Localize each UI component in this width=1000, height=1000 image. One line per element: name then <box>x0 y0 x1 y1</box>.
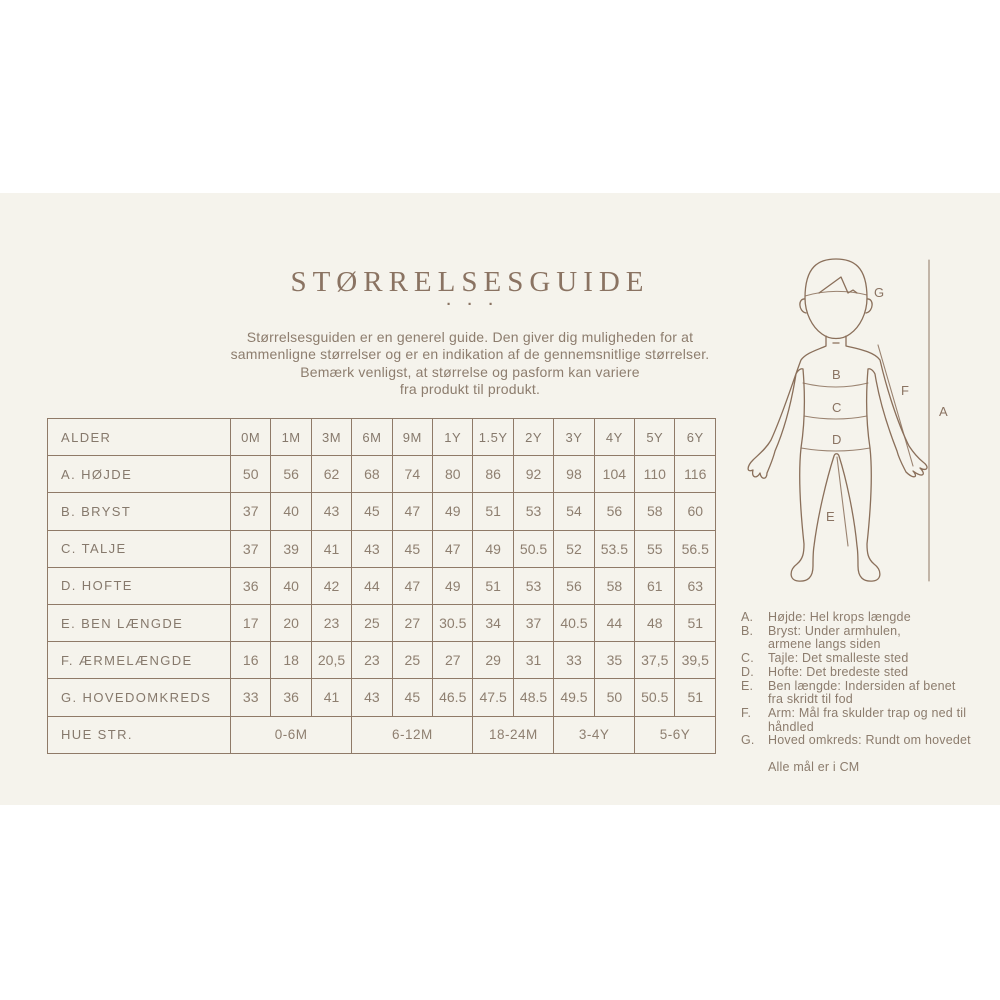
cell-value: 53 <box>513 493 553 530</box>
table-column-header: 9M <box>392 419 432 456</box>
cell-value: 35 <box>594 642 634 679</box>
cell-value: 56.5 <box>675 530 716 567</box>
legend-letter: D. <box>741 664 754 679</box>
legend-text <box>768 707 981 734</box>
hip-band-line <box>801 448 870 451</box>
cell-value: 30.5 <box>433 604 473 641</box>
cell-value: 36 <box>231 567 271 604</box>
table-row <box>48 642 716 679</box>
legend-text <box>768 625 981 652</box>
table-row <box>48 530 716 567</box>
cell-value: 40 <box>271 493 311 530</box>
cell-value: 16 <box>231 642 271 679</box>
table-column-header: 3M <box>311 419 351 456</box>
legend-text-line: armene langs siden <box>768 637 881 652</box>
legend-item <box>741 680 981 707</box>
cell-value: 51 <box>473 567 513 604</box>
measurement-legend <box>741 611 981 748</box>
intro-paragraph <box>170 329 770 399</box>
table-column-header: 3Y <box>554 419 594 456</box>
footer-group-value: 0-6M <box>231 716 352 753</box>
table-column-header: 2Y <box>513 419 553 456</box>
cell-value: 45 <box>392 530 432 567</box>
cell-value: 53 <box>513 567 553 604</box>
cell-value: 68 <box>352 456 392 493</box>
cell-value: 98 <box>554 456 594 493</box>
legend-item <box>741 734 981 748</box>
row-label: C. TALJE <box>48 530 231 567</box>
cell-value: 37 <box>231 493 271 530</box>
cell-value: 25 <box>352 604 392 641</box>
cell-value: 49 <box>433 567 473 604</box>
cell-value: 40 <box>271 567 311 604</box>
legend-text-line: fra skridt til fod <box>768 692 853 707</box>
waist-band-line <box>804 416 867 419</box>
figure-label-e: E <box>826 509 836 524</box>
cell-value: 48.5 <box>513 679 553 716</box>
size-table <box>47 418 716 754</box>
cell-value: 50.5 <box>513 530 553 567</box>
figure-label-f: F <box>901 383 910 398</box>
table-row <box>48 567 716 604</box>
cell-value: 45 <box>392 679 432 716</box>
intro-line: Bemærk venligst, at størrelse og pasform kan variere <box>300 363 640 380</box>
cell-value: 61 <box>635 567 675 604</box>
cell-value: 39 <box>271 530 311 567</box>
cell-value: 43 <box>352 530 392 567</box>
row-label: E. BEN LÆNGDE <box>48 604 231 641</box>
cell-value: 60 <box>675 493 716 530</box>
head-outline <box>805 259 867 339</box>
cell-value: 34 <box>473 604 513 641</box>
cell-value: 17 <box>231 604 271 641</box>
legend-text <box>768 652 981 666</box>
cell-value: 51 <box>675 604 716 641</box>
cell-value: 23 <box>352 642 392 679</box>
cell-value: 110 <box>635 456 675 493</box>
cell-value: 49 <box>433 493 473 530</box>
cell-value: 47 <box>433 530 473 567</box>
cell-value: 40.5 <box>554 604 594 641</box>
cell-value: 51 <box>473 493 513 530</box>
title-divider-dots: ··· <box>446 296 510 313</box>
cell-value: 63 <box>675 567 716 604</box>
cell-value: 20,5 <box>311 642 351 679</box>
cell-value: 56 <box>271 456 311 493</box>
cell-value: 47 <box>392 493 432 530</box>
head-circumference-line <box>805 291 867 296</box>
cell-value: 46.5 <box>433 679 473 716</box>
legend-item <box>741 611 981 625</box>
table-column-header: 5Y <box>635 419 675 456</box>
table-column-header: 1M <box>271 419 311 456</box>
cell-value: 41 <box>311 679 351 716</box>
cell-value: 116 <box>675 456 716 493</box>
legend-letter: C. <box>741 651 754 666</box>
units-note: Alle mål er i CM <box>768 760 860 774</box>
cell-value: 47.5 <box>473 679 513 716</box>
legend-text-line: Hoved omkreds: Rundt om hovedet <box>768 733 971 748</box>
leg-length-line <box>837 457 848 546</box>
legend-text-line: Ben længde: Indersiden af benet <box>768 678 956 693</box>
footer-group-value: 6-12M <box>352 716 473 753</box>
cell-value: 45 <box>352 493 392 530</box>
legend-text <box>768 734 981 748</box>
cell-value: 53.5 <box>594 530 634 567</box>
legend-text-line: Tajle: Det smalleste sted <box>768 651 909 666</box>
figure-label-a: A <box>939 404 949 419</box>
page-title: STØRRELSESGUIDE <box>290 266 650 299</box>
table-column-header: 6M <box>352 419 392 456</box>
footer-group-value: 18-24M <box>473 716 554 753</box>
legend-letter: A. <box>741 610 754 624</box>
table-column-header: 4Y <box>594 419 634 456</box>
cell-value: 51 <box>675 679 716 716</box>
cell-value: 49.5 <box>554 679 594 716</box>
cell-value: 37 <box>231 530 271 567</box>
legend-text <box>768 666 981 680</box>
cell-value: 41 <box>311 530 351 567</box>
cell-value: 43 <box>311 493 351 530</box>
cell-value: 43 <box>352 679 392 716</box>
cell-value: 20 <box>271 604 311 641</box>
table-header-row <box>48 419 716 456</box>
cell-value: 56 <box>554 567 594 604</box>
legend-letter: E. <box>741 678 754 693</box>
hair-fringe <box>819 277 857 293</box>
table-column-header: 0M <box>231 419 271 456</box>
row-label: F. ÆRMELÆNGDE <box>48 642 231 679</box>
cell-value: 62 <box>311 456 351 493</box>
table-row <box>48 493 716 530</box>
table-row <box>48 604 716 641</box>
cell-value: 36 <box>271 679 311 716</box>
cell-value: 56 <box>594 493 634 530</box>
cell-value: 50 <box>231 456 271 493</box>
row-label: B. BRYST <box>48 493 231 530</box>
cell-value: 33 <box>554 642 594 679</box>
legend-text-line: Bryst: Under armhulen, <box>768 623 901 638</box>
cell-value: 52 <box>554 530 594 567</box>
footer-label: HUE STR. <box>48 716 231 753</box>
cell-value: 50.5 <box>635 679 675 716</box>
footer-group-value: 5-6Y <box>635 716 716 753</box>
cell-value: 31 <box>513 642 553 679</box>
cell-value: 92 <box>513 456 553 493</box>
cell-value: 58 <box>635 493 675 530</box>
legend-text <box>768 680 981 707</box>
legend-text-line: Højde: Hel krops længde <box>768 610 911 624</box>
cell-value: 44 <box>594 604 634 641</box>
row-label: G. HOVEDOMKREDS <box>48 679 231 716</box>
legend-item <box>741 652 981 666</box>
legend-text <box>768 611 981 625</box>
table-row <box>48 456 716 493</box>
table-column-header: 1Y <box>433 419 473 456</box>
cell-value: 55 <box>635 530 675 567</box>
cell-value: 18 <box>271 642 311 679</box>
cell-value: 29 <box>473 642 513 679</box>
cell-value: 50 <box>594 679 634 716</box>
cell-value: 74 <box>392 456 432 493</box>
intro-line: sammenligne størrelser og er en indikation af de gennemsnitlige størrelser. <box>230 346 710 363</box>
figure-label-d: D <box>832 432 842 447</box>
cell-value: 33 <box>231 679 271 716</box>
cell-value: 37 <box>513 604 553 641</box>
intro-line: fra produkt til produkt. <box>399 381 541 398</box>
legend-item <box>741 707 981 734</box>
cell-value: 54 <box>554 493 594 530</box>
cell-value: 48 <box>635 604 675 641</box>
cell-value: 27 <box>433 642 473 679</box>
chest-band-line <box>803 383 868 387</box>
figure-label-c: C <box>832 400 842 415</box>
intro-line: Størrelsesguiden er en generel guide. Den giver dig muligheden for at <box>246 329 694 345</box>
cell-value: 37,5 <box>635 642 675 679</box>
cell-value: 80 <box>433 456 473 493</box>
cell-value: 39,5 <box>675 642 716 679</box>
legend-letter: B. <box>741 623 754 638</box>
table-column-header: 1.5Y <box>473 419 513 456</box>
figure-label-g: G <box>874 285 885 300</box>
legend-item <box>741 625 981 652</box>
child-body-diagram <box>745 250 960 590</box>
legend-text-line: Arm: Mål fra skulder trap og ned til <box>768 705 967 720</box>
footer-group-value: 3-4Y <box>554 716 635 753</box>
legend-item <box>741 666 981 680</box>
cell-value: 47 <box>392 567 432 604</box>
legend-text-line: håndled <box>768 719 814 734</box>
legend-text-line: Hofte: Det bredeste sted <box>768 664 909 679</box>
cell-value: 42 <box>311 567 351 604</box>
row-label: A. HØJDE <box>48 456 231 493</box>
cell-value: 25 <box>392 642 432 679</box>
cell-value: 58 <box>594 567 634 604</box>
legend-letter: F. <box>741 705 752 720</box>
table-header-label: ALDER <box>48 419 231 456</box>
cell-value: 49 <box>473 530 513 567</box>
cell-value: 27 <box>392 604 432 641</box>
cell-value: 104 <box>594 456 634 493</box>
figure-label-b: B <box>832 367 842 382</box>
cell-value: 23 <box>311 604 351 641</box>
cell-value: 44 <box>352 567 392 604</box>
legend-letter: G. <box>741 733 755 748</box>
table-column-header: 6Y <box>675 419 716 456</box>
cell-value: 86 <box>473 456 513 493</box>
table-row <box>48 679 716 716</box>
row-label: D. HOFTE <box>48 567 231 604</box>
table-footer-row <box>48 716 716 753</box>
